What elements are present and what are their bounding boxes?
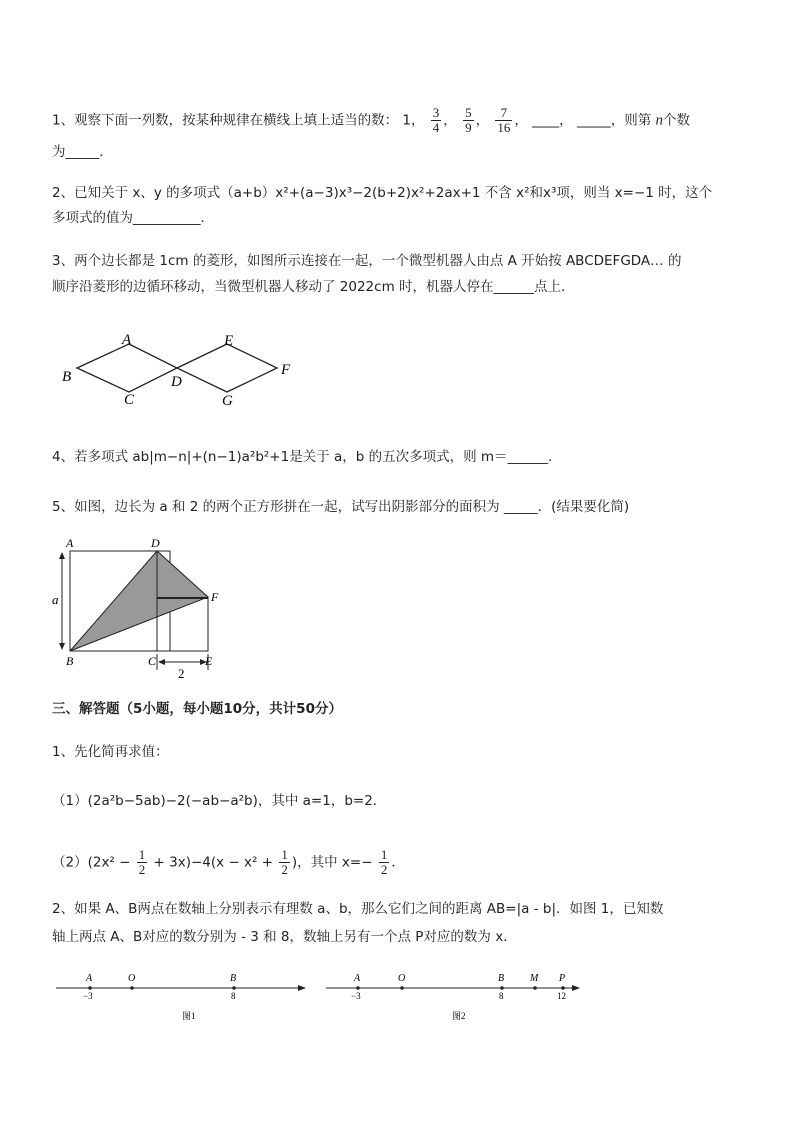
squares-figure <box>52 532 232 680</box>
q2-line-2: 多项式的值为__________． <box>52 210 214 226</box>
value-B: 8 <box>231 991 236 1001</box>
point-B <box>500 986 504 990</box>
label-F: F <box>211 590 219 604</box>
label-A: A <box>354 973 361 984</box>
shaded-triangle <box>70 551 208 651</box>
label-A: A <box>66 536 74 550</box>
q1-first: 1 <box>402 112 411 129</box>
value-B: 8 <box>499 991 504 1001</box>
p1-sub2 <box>52 848 754 877</box>
value-A: −3 <box>351 991 361 1001</box>
label-B: B <box>66 654 74 668</box>
p1-frac-1: $\frac{1}{2}$ <box>138 847 146 877</box>
point-A <box>88 986 92 990</box>
q1-frac-1: $\frac{3}{4}$ <box>432 105 440 135</box>
p1-sub2-pre: （2）(2x² − <box>52 854 131 871</box>
q1-line-2: 为_____． <box>52 144 113 160</box>
axis-arrow <box>298 985 306 991</box>
label-E: E <box>224 333 234 349</box>
p1-sub1: （1）(2a²b−5ab)−2(−ab−a²b)，其中 a=1，b=2． <box>52 793 387 809</box>
p1-title: 1、先化简再求值： <box>52 744 169 760</box>
p1-frac-2: $\frac{1}{2}$ <box>281 847 288 877</box>
q1-n: n <box>655 112 664 129</box>
p1-sub2-post: )，其中 x=− <box>291 854 373 871</box>
label-C: C <box>124 392 135 408</box>
caption: 图1 <box>182 1011 196 1021</box>
point-O <box>130 986 134 990</box>
q4-line: 4、若多项式 ab|m−n|+(n−1)a²b²+1是关于 a，b 的五次多项式，则 m＝______． <box>52 449 562 465</box>
number-line-fig2 <box>322 966 584 1026</box>
q3-line-1: 3、两个边长都是 1cm 的菱形，如图所示连接在一起，一个微型机器人由点 A 开始按 ABCDEFGDA… 的 <box>52 253 682 269</box>
point-B <box>232 986 236 990</box>
label-P: P <box>559 973 566 984</box>
value-A: −3 <box>83 991 93 1001</box>
rhombus-left <box>77 344 177 392</box>
label-E: E <box>205 654 213 668</box>
label-B: B <box>62 369 72 385</box>
label-B: B <box>230 973 237 984</box>
point-A <box>356 986 360 990</box>
label-M: M <box>530 973 539 984</box>
rhombus-right <box>177 344 277 392</box>
label-A: A <box>122 332 132 348</box>
label-B: B <box>498 973 505 984</box>
q1-text: 1、观察下面一列数，按某种规律在横线上填上适当的数： <box>52 112 399 129</box>
label-C: C <box>148 654 157 668</box>
value-P: 12 <box>557 991 566 1001</box>
q1-frac-2: $\frac{5}{9}$ <box>465 105 472 135</box>
arrow-2-left <box>158 659 165 665</box>
axis-arrow <box>572 985 580 991</box>
arrow-a-top <box>59 552 65 559</box>
q1-tail-b: 个数 <box>663 112 691 129</box>
q1-blank-2: _____ <box>576 112 611 129</box>
q5-line: 5、如图，边长为 a 和 2 的两个正方形拼在一起，试写出阴影部分的面积为 _____．(结果要化简) <box>52 499 630 515</box>
q2-line-1: 2、已知关于 x、y 的多项式（a+b）x²+(a−3)x³−2(b+2)x²+2ax+1 不含 x²和x³项，则当 x=−1 时，这个 <box>52 185 713 201</box>
p2-line-2: 轴上两点 A、B对应的数分别为 - 3 和 8，数轴上另有一个点 P对应的数为 x． <box>52 929 517 945</box>
label-G: G <box>222 393 233 409</box>
label-F: F <box>281 362 291 378</box>
point-P <box>561 986 565 990</box>
q1-blank-1: ____ <box>532 112 560 129</box>
rhombus-figure <box>52 322 302 414</box>
section-3-title: 三、解答题（5小题，每小题10分，共计50分） <box>52 701 342 717</box>
label-O: O <box>128 973 136 984</box>
label-O: O <box>398 973 406 984</box>
point-M <box>533 986 537 990</box>
number-line-fig1 <box>52 966 310 1026</box>
question-1: 1、观察下面一列数，按某种规律在横线上填上适当的数： 1， $\frac{3}{4}$ ， $\frac{5}{9}$ ， $\frac{7}{16}$ ， ____， _____，则第 n个数 <box>52 105 691 135</box>
label-2: 2 <box>178 666 185 680</box>
arrow-a-bottom <box>59 643 65 650</box>
caption: 图2 <box>452 1011 466 1021</box>
p1-sub2-end: ． <box>391 854 405 871</box>
q1-frac-3: $\frac{7}{16}$ <box>497 105 511 135</box>
p2-line-1: 2、如果 A、B两点在数轴上分别表示有理数 a、b，那么它们之间的距离 AB=|a - b|．如图 1，已知数 <box>52 901 664 917</box>
label-A: A <box>86 973 93 984</box>
p1-sub2-mid: + 3x)−4(x − x² + <box>153 854 274 871</box>
q3-line-2: 顺序沿菱形的边循环移动，当微型机器人移动了 2022cm 时，机器人停在______点上． <box>52 279 575 295</box>
label-a: a <box>52 592 59 607</box>
point-O <box>400 986 404 990</box>
label-D: D <box>171 374 182 390</box>
label-D: D <box>151 536 160 550</box>
q1-tail-a: ，则第 <box>610 112 652 129</box>
p1-frac-3: $\frac{1}{2}$ <box>380 847 388 877</box>
